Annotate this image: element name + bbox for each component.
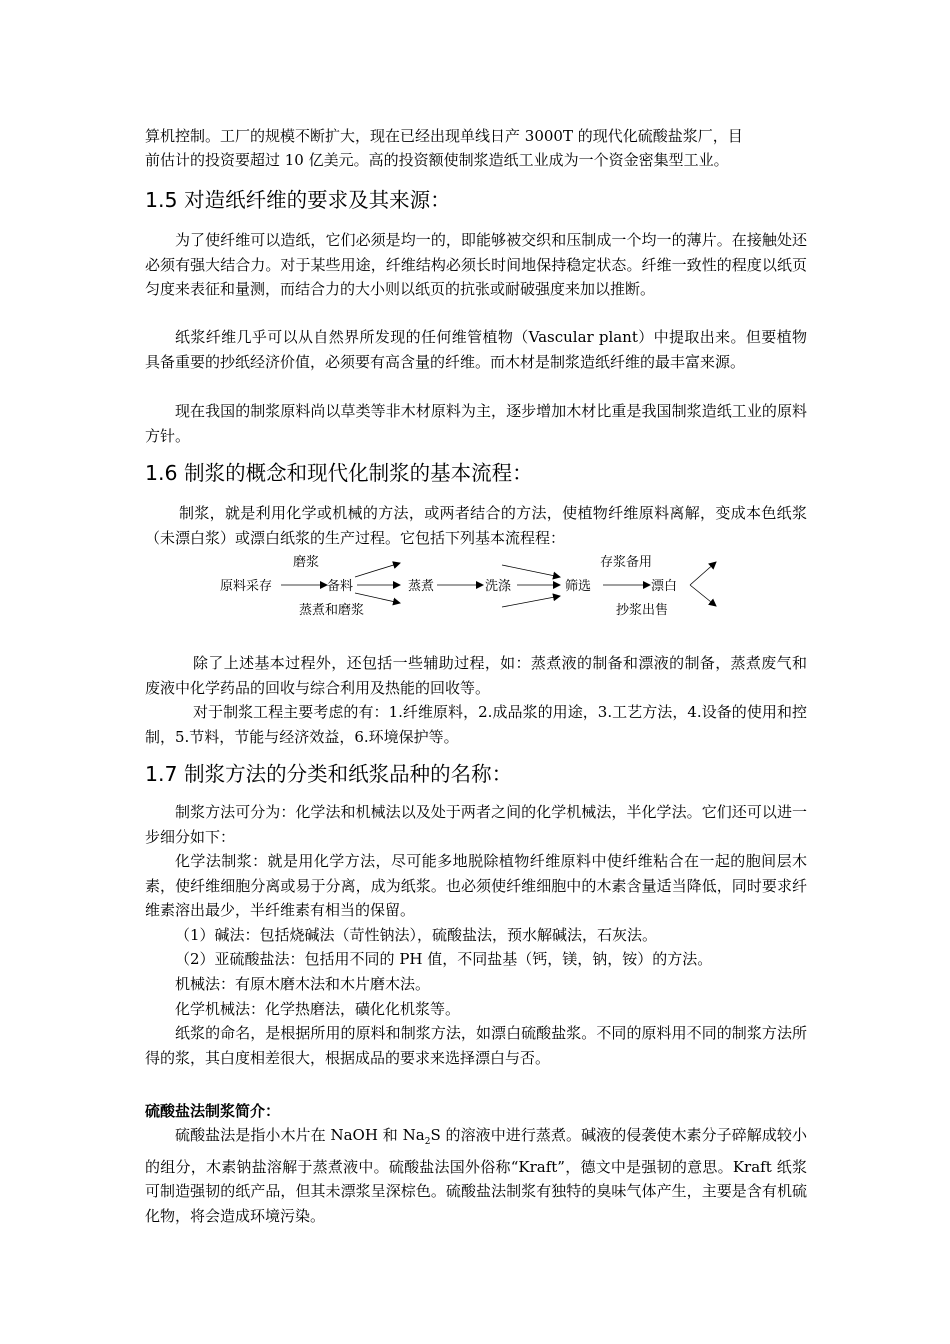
section-1-5-heading: 1.5 对造纸纤维的要求及其来源： (145, 188, 451, 212)
flow-node-raw: 原料采存 (220, 579, 273, 594)
flow-arrow-bleach-store (690, 562, 716, 585)
s17-paragraph-1: 制浆方法可分为：化学法和机械法以及处于两者之间的化学机械法，半化学法。它们还可以进一步细分如下： (145, 803, 807, 846)
s17-item-alkali: （1）碱法：包括烧碱法（苛性钠法），硫酸盐法，预水解碱法，石灰法。 (175, 926, 658, 944)
flow-node-screen: 筛选 (565, 579, 592, 594)
s16-paragraph-2: 除了上述基本过程外，还包括一些辅助过程，如：蒸煮液的制备和漂液的制备，蒸煮废气和废液中化学药品的回收与综合利用及热能的回收等。 (145, 654, 807, 697)
s17-paragraph-2: 化学法制浆：就是用化学方法，尽可能多地脱除植物纤维原料中使纤维粘合在一起的胞间层木素，使纤维细胞分离或易于分离，成为纸浆。也必须使纤维细胞中的木素含量适当降低，同时要求纤维素溶出最少，半纤维素有相当的保留。 (145, 852, 807, 919)
s16-paragraph-1: 制浆，就是利用化学或机械的方法，或两者结合的方法，使植物纤维原料离解，变成本色纸浆（未漂白浆）或漂白纸浆的生产过程。它包括下列基本流程程： (145, 504, 807, 547)
section-1-7-heading: 1.7 制浆方法的分类和纸浆品种的名称： (145, 762, 513, 786)
kraft-text-a: 硫酸盐法是指小木片在 NaOH 和 Na (175, 1126, 425, 1144)
kraft-text-b: S 的溶液中进行蒸煮。碱液的侵袭使木素分子碎解成较小的组分，木素钠盐溶解于蒸煮液中。硫酸盐法国外俗称“Kraft”，德文中是强韧的意思。Kraft 纸浆可制造强韧的纸产品，但其未漂浆呈深棕色。硫酸盐法制浆有独特的臭味气体产生，主要是含有机硫化物，将会造成环境污染。 (145, 1126, 807, 1225)
flow-node-sell: 抄浆出售 (616, 603, 669, 618)
intro-line-1: 算机控制。工厂的规模不断扩大，现在已经出现单线日产 3000T 的现代化硫酸盐浆厂，目 (145, 127, 743, 145)
flow-arrow-grind-screen (502, 565, 560, 577)
flow-node-cook: 蒸煮 (408, 579, 435, 594)
flow-node-bleach: 漂白 (651, 579, 678, 594)
flow-node-grind: 磨浆 (293, 555, 320, 570)
s17-item-mechanical: 机械法：有原木磨木法和木片磨木法。 (175, 975, 431, 993)
kraft-subscript: 2 (424, 1137, 431, 1147)
flow-node-prep: 备料 (327, 579, 354, 594)
s17-item-sulfite: （2）亚硫酸盐法：包括用不同的 PH 值，不同盐基（钙，镁，钠，铵）的方法。 (175, 950, 713, 968)
s15-paragraph-1: 为了使纤维可以造纸，它们必须是均一的，即能够被交织和压制成一个均一的薄片。在接触处还必须有强大结合力。对于某些用途，纤维结构必须长时间地保持稳定状态。纤维一致性的程度以纸页匀度来表征和量测，而结合力的大小则以纸页的抗张或耐破强度来加以推断。 (145, 231, 807, 298)
kraft-heading: 硫酸盐法制浆简介： (145, 1102, 281, 1120)
s17-paragraph-3: 纸浆的命名，是根据所用的原料和制浆方法，如漂白硫酸盐浆。不同的原料用不同的制浆方法所得的浆，其白度相差很大，根据成品的要求来选择漂白与否。 (145, 1024, 807, 1067)
flow-arrow-cookgrind-screen (502, 596, 560, 607)
intro-line-2: 前估计的投资要超过 10 亿美元。高的投资额使制浆造纸工业成为一个资金密集型工业。 (145, 151, 729, 169)
flow-arrow-prep-grind (355, 563, 400, 577)
s15-paragraph-3: 现在我国的制浆原料尚以草类等非木材原料为主，逐步增加木材比重是我国制浆造纸工业的原料方针。 (145, 402, 807, 445)
s15-paragraph-2: 纸浆纤维几乎可以从自然界所发现的任何维管植物（Vascular plant）中提取出来。但要植物具备重要的抄纸经济价值，必须要有高含量的纤维。而木材是制浆造纸纤维的最丰富来源。 (145, 328, 807, 371)
kraft-paragraph (145, 1123, 807, 1228)
s16-paragraph-3: 对于制浆工程主要考虑的有：1.纤维原料，2.成品浆的用途，3.工艺方法，4.设备的使用和控制，5.节料，节能与经济效益，6.环境保护等。 (145, 703, 807, 746)
s17-item-chemimechanical: 化学机械法：化学热磨法，磺化化机浆等。 (175, 1000, 461, 1018)
flow-node-wash: 洗涤 (485, 579, 512, 594)
flow-arrow-bleach-sell (690, 585, 716, 606)
section-1-6-heading: 1.6 制浆的概念和现代化制浆的基本流程： (145, 461, 533, 485)
flow-node-cookgrind: 蒸煮和磨浆 (299, 603, 365, 618)
flow-node-store: 存浆备用 (600, 555, 653, 570)
flow-arrow-prep-cookgrind (355, 593, 400, 603)
